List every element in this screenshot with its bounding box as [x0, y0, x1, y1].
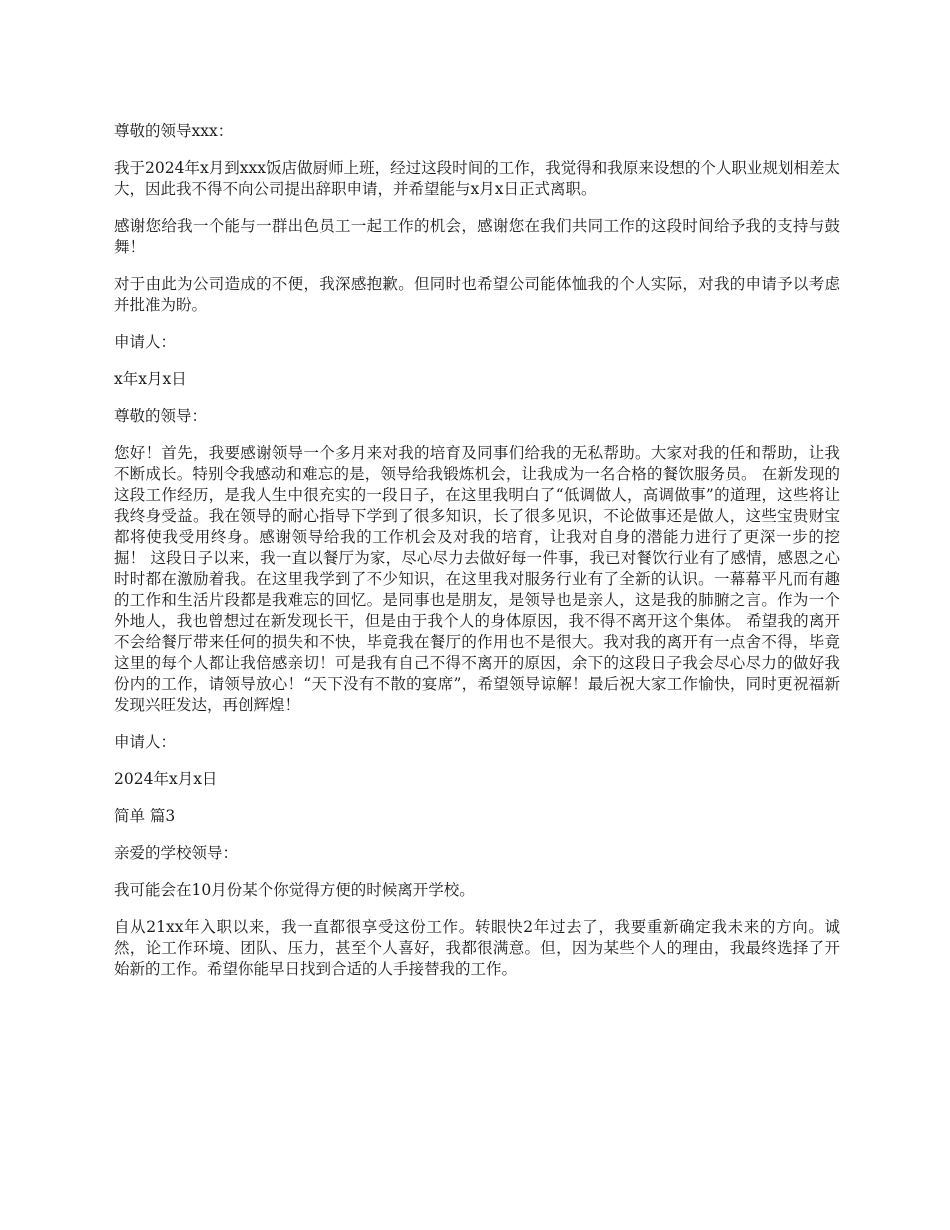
paragraph: 我于2024年x月到xxx饭店做厨师上班，经过这段时间的工作，我觉得和我原来设想的个人职业规划相差太大，因此我不得不向公司提出辞职申请，并希望能与x月x日正式离职。 [114, 159, 840, 198]
salutation-2: 尊敬的领导： [114, 407, 208, 425]
paragraph: 我可能会在10月份某个你觉得方便的时候离开学校。 [114, 881, 475, 899]
document-body [114, 121, 840, 996]
salutation-3: 亲爱的学校领导： [114, 844, 239, 862]
section-heading: 简单 篇3 [114, 807, 176, 825]
applicant-label: 申请人： [114, 733, 177, 751]
paragraph: 感谢您给我一个能与一群出色员工一起工作的机会，感谢您在我们共同工作的这段时间给予我的支持与鼓舞！ [114, 217, 840, 256]
date-line: x年x月x日 [114, 370, 187, 388]
paragraph: 您好！首先，我要感谢领导一个多月来对我的培育及同事们给我的无私帮助。大家对我的任和帮助，让我不断成长。特别令我感动和难忘的是，领导给我锻炼机会，让我成为一名合格的餐饮服务员。 在新发现的这段工作经历，是我人生中很充实的一段日子，在这里我明白了“低调做人，高调做事”的道理，这些将让我终身受益。我在领导的耐心指导下学到了很多知识，长了很多见识，不论做事还是做人，这些宝贵财宝都将使我受用终身。感谢领导给我的工作机会及对我的培育，让我对自身的潜能力进行了更深一步的挖掘！ 这段日子以来，我一直以餐厅为家，尽心尽力去做好每一件事，我已对餐饮行业有了感情，感恩之心时时都在激励着我。在这里我学到了不少知识，在这里我对服务行业有了全新的认识。一幕幕平凡而有趣的工作和生活片段都是我难忘的回忆。是同事也是朋友，是领导也是亲人，这是我的肺腑之言。作为一个外地人，我也曾想过在新发现长干，但是由于我个人的身体原因，我不得不离开这个集体。 希望我的离开不会给餐厅带来任何的损失和不快，毕竟我在餐厅的作用也不是很大。我对我的离开有一点舍不得，毕竟这里的每个人都让我倍感亲切！可是我有自己不得不离开的原因，余下的这段日子我会尽心尽力的做好我份内的工作，请领导放心！“天下没有不散的宴席”，希望领导谅解！最后祝大家工作愉快，同时更祝福新发现兴旺发达，再创辉煌！ [114, 444, 840, 714]
paragraph: 对于由此为公司造成的不便，我深感抱歉。但同时也希望公司能体恤我的个人实际，对我的申请予以考虑并批准为盼。 [114, 275, 840, 314]
salutation-1: 尊敬的领导xxx： [114, 122, 234, 140]
applicant-label: 申请人： [114, 333, 177, 351]
paragraph: 自从21xx年入职以来，我一直都很享受这份工作。转眼快2年过去了，我要重新确定我未来的方向。诚然，论工作环境、团队、压力，甚至个人喜好，我都很满意。但，因为某些个人的理由，我最终选择了开始新的工作。希望你能早日找到合适的人手接替我的工作。 [114, 918, 840, 978]
date-line: 2024年x月x日 [114, 770, 218, 788]
